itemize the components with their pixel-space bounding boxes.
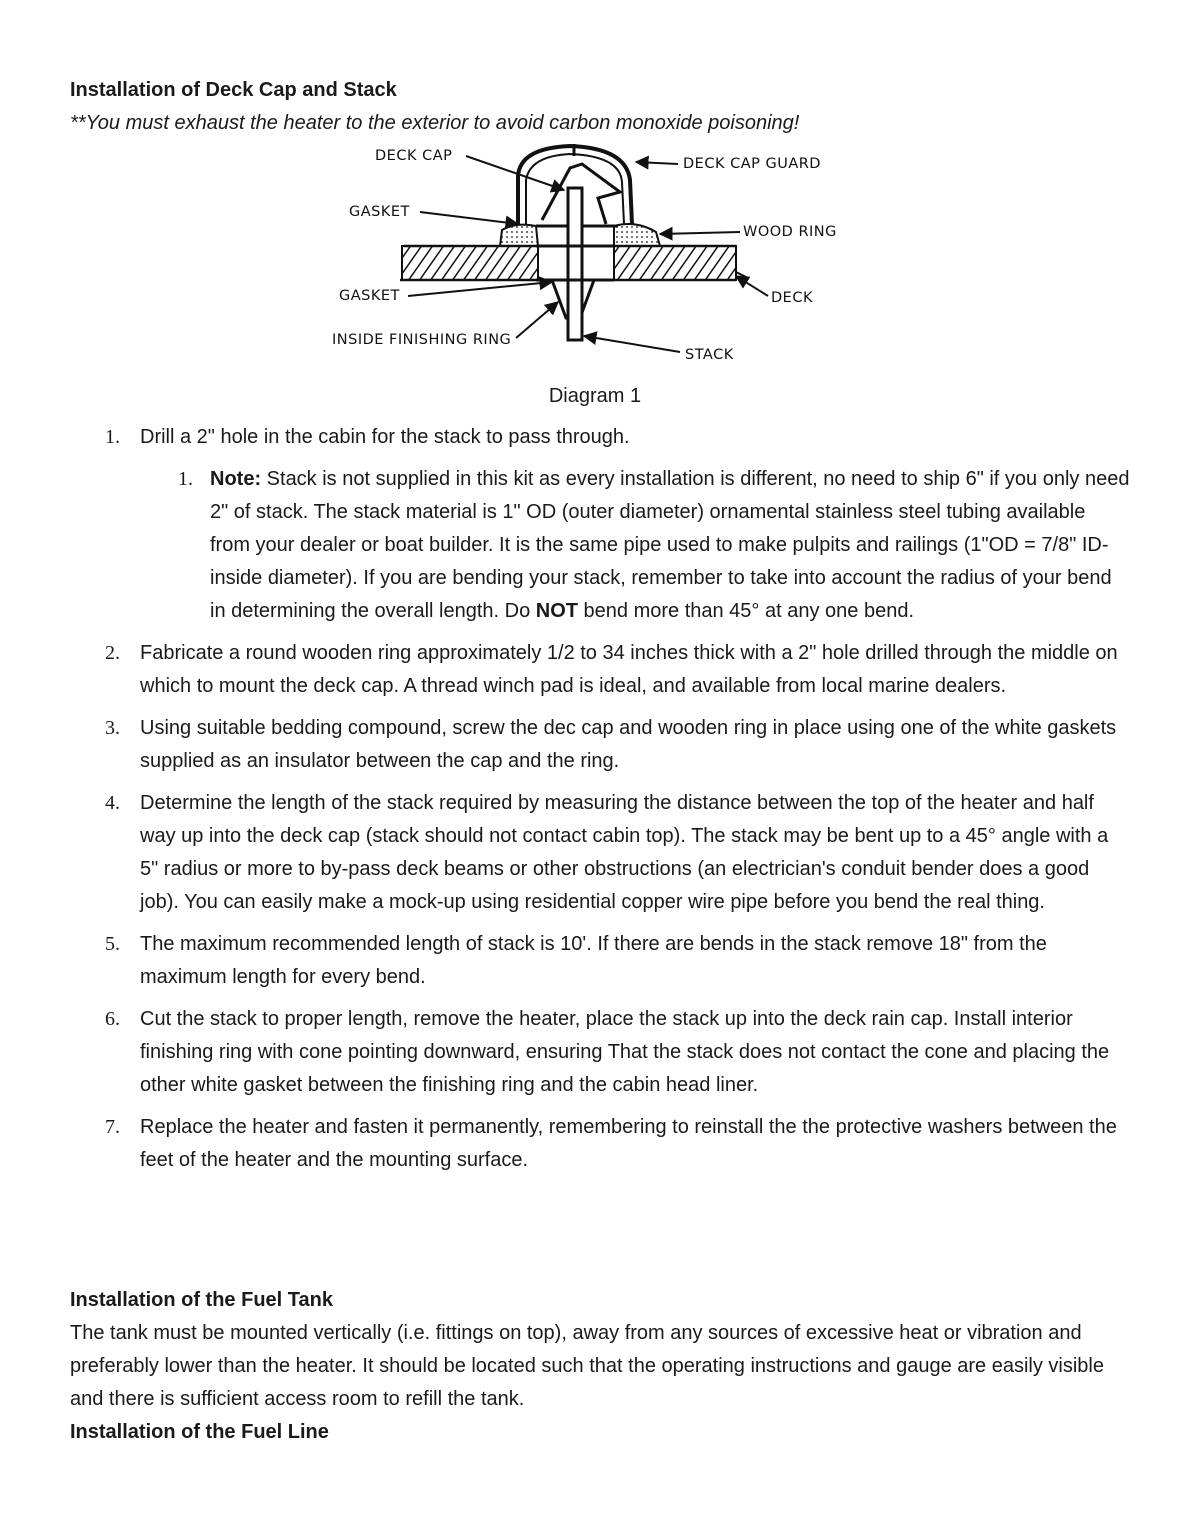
step-text: Drill a 2" hole in the cabin for the stack to pass through.	[140, 426, 630, 448]
deck-slab	[402, 246, 538, 280]
wood-ring-left	[500, 225, 538, 246]
fuel-tank-paragraph: The tank must be mounted vertically (i.e. fittings on top), away from any sources of excessive heat or vibration and preferably lower than the heater. It should be located such that the operating instructions and gauge are easily visible and there is sufficient access room to refill the tank.	[70, 1322, 1104, 1410]
step-text: Cut the stack to proper length, remove the heater, place the stack up into the deck rain cap. Install interior finishing ring with cone pointing downward, ensuring That the stack does not contact the cone and placing the other white gasket between the finishing ring and the cabin head liner.	[140, 1008, 1110, 1096]
label-deck-cap: DECK CAP	[375, 148, 453, 164]
label-inside-finishing-ring: INSIDE FINISHING RING	[332, 332, 512, 348]
list-item	[70, 421, 1130, 628]
list-item	[70, 712, 1130, 778]
label-deck: DECK	[771, 290, 813, 306]
list-item	[70, 928, 1130, 994]
step-text: The maximum recommended length of stack is 10'. If there are bends in the stack remove 18" from the maximum length for every bend.	[140, 933, 1047, 988]
wood-ring-right	[614, 224, 660, 246]
installation-steps	[70, 421, 1130, 1186]
list-item	[70, 787, 1130, 919]
list-item	[70, 1111, 1130, 1177]
label-wood-ring: WOOD RING	[743, 224, 837, 240]
step-text: Using suitable bedding compound, screw the dec cap and wooden ring in place using one of the white gaskets supplied as an insulator between the cap and the ring.	[140, 717, 1117, 772]
list-item	[70, 1003, 1130, 1102]
label-deck-cap-guard: DECK CAP GUARD	[683, 156, 821, 172]
step-text: Replace the heater and fasten it permanently, remembering to reinstall the the protective washers between the feet of the heater and the mounting surface.	[140, 1116, 1117, 1171]
step-number: 4.	[105, 792, 120, 814]
section-heading-fuel-tank: Installation of the Fuel Tank	[70, 1289, 333, 1311]
deck-cap-diagram	[330, 140, 850, 380]
label-stack: STACK	[685, 347, 734, 363]
label-gasket-top: GASKET	[349, 204, 410, 220]
step-text: Determine the length of the stack required by measuring the distance between the top of the heater and half way up into the deck cap (stack should not contact cabin top). The stack may be bent up to a 45° angle with a 5" radius or more to by-pass deck beams or other obstructions (an electrician's conduit bender does a good job). You can easily make a mock-up using residential copper wire pipe before you bend the real thing.	[140, 792, 1109, 913]
label-gasket-bottom: GASKET	[339, 288, 400, 304]
deck-slab-right	[614, 246, 736, 280]
step-number: 5.	[105, 933, 120, 955]
sub-step-number: 1.	[178, 468, 193, 490]
stack-pipe	[568, 188, 582, 340]
step-number: 7.	[105, 1116, 120, 1138]
header-block	[70, 74, 1130, 140]
note-text-a: Stack is not supplied in this kit as every installation is different, no need to ship 6" if you only need 2" of stack. The stack material is 1" OD (outer diameter) ornamental stainless steel tubing available from your dealer or boat builder. It is the same pipe used to make pulpits and railings (1"OD = 7/8" ID-inside diameter). If you are bending your stack, remember to take into account the radius of your bend in determining the overall length. Do	[210, 468, 1130, 622]
step-number: 6.	[105, 1008, 120, 1030]
step-number: 3.	[105, 717, 120, 739]
diagram-caption: Diagram 1	[548, 385, 642, 407]
section-heading-fuel-line: Installation of the Fuel Line	[70, 1421, 329, 1443]
list-item	[70, 637, 1130, 703]
fuel-sections	[70, 1284, 1130, 1449]
warning-text: **You must exhaust the heater to the exterior to avoid carbon monoxide poisoning!	[70, 112, 800, 134]
note-emphasis: NOT	[535, 600, 578, 622]
step-number: 1.	[105, 426, 120, 448]
note-label: Note:	[210, 468, 262, 490]
section-heading-deck-cap: Installation of Deck Cap and Stack	[70, 79, 397, 101]
sub-list-item	[140, 463, 1130, 628]
step-text: Fabricate a round wooden ring approximately 1/2 to 34 inches thick with a 2" hole drilled through the middle on which to mount the deck cap. A thread winch pad is ideal, and available from local marine dealers.	[140, 642, 1118, 697]
note-text-b: bend more than 45° at any one bend.	[577, 600, 914, 622]
sub-list	[140, 463, 1130, 628]
step-number: 2.	[105, 642, 120, 664]
